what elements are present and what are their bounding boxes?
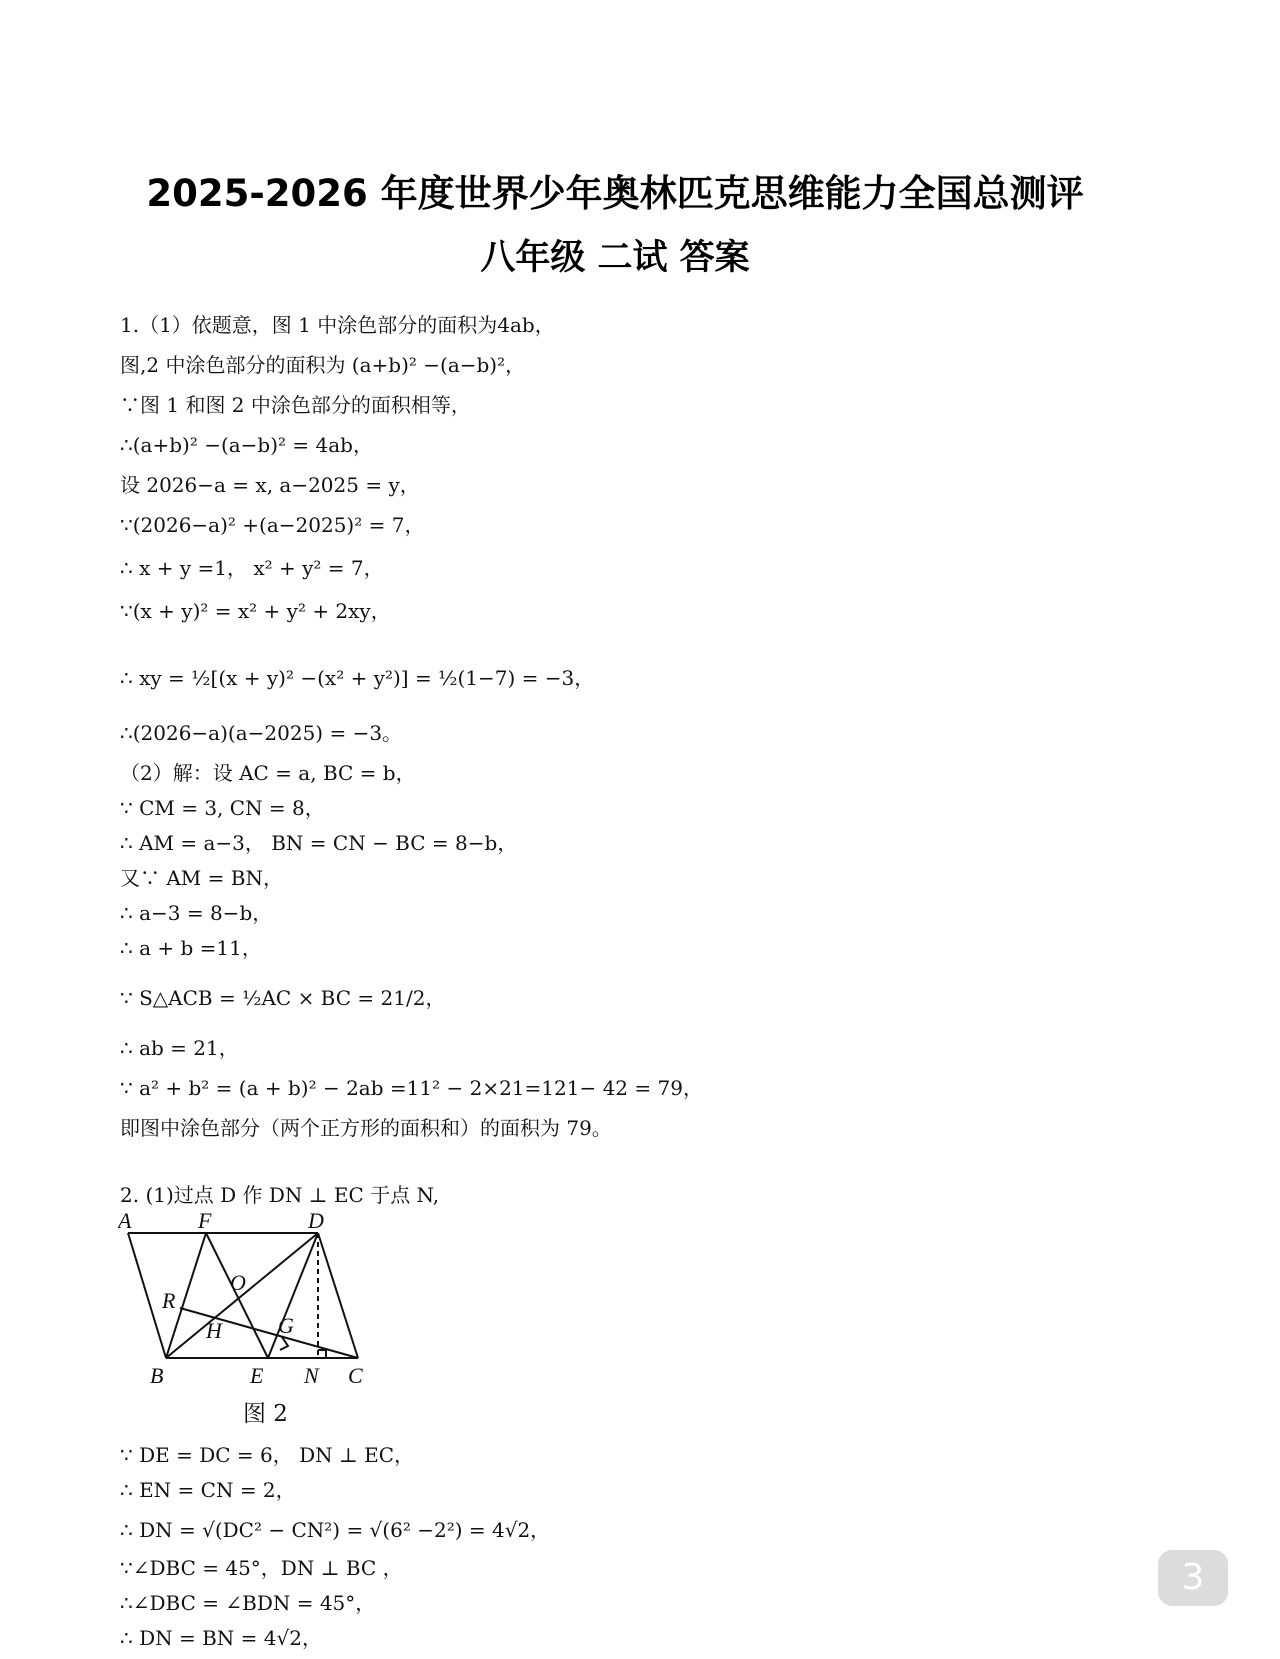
label-f: F — [198, 1208, 212, 1233]
p2-intro: 2. (1)过点 D 作 DN ⊥ EC 于点 N, — [120, 1183, 440, 1207]
page-number-badge: 3 — [1158, 1550, 1228, 1606]
p1-line-20: 即图中涂色部分（两个正方形的面积和）的面积为 79。 — [120, 1116, 612, 1140]
p2-line-1: ∵ DE = DC = 6， DN ⊥ EC， — [120, 1443, 415, 1467]
label-a: A — [118, 1208, 132, 1233]
segment-ba — [128, 1233, 166, 1358]
p1-line-10: ∴(2026−a)(a−2025) = −3。 — [120, 721, 403, 745]
label-r: R — [162, 1288, 176, 1313]
segment-dc — [318, 1233, 358, 1358]
p1-line-2: 图,2 中涂色部分的面积为 (a+b)² −(a−b)²， — [120, 353, 526, 377]
p2-line-2: ∴ EN = CN = 2， — [120, 1478, 296, 1502]
p1-line-12: ∵ CM = 3, CN = 8， — [120, 796, 325, 820]
p1-line-17: ∵ S△ACB = ½AC × BC = 21/2， — [120, 986, 446, 1010]
label-h: H — [206, 1318, 222, 1343]
label-d: D — [308, 1208, 324, 1233]
label-c: C — [348, 1363, 363, 1388]
document-subtitle: 八年级 二试 答案 — [480, 238, 750, 278]
p2-line-3: ∴ DN = √(DC² − CN²) = √(6² −2²) = 4√2， — [120, 1518, 551, 1542]
p1-line-6: ∵(2026−a)² +(a−2025)² = 7， — [120, 513, 425, 537]
p1-line-14: 又∵ AM = BN， — [120, 866, 283, 890]
p1-line-13: ∴ AM = a−3， BN = CN − BC = 8−b， — [120, 831, 518, 855]
p2-line-5: ∴∠DBC = ∠BDN = 45°， — [120, 1591, 376, 1615]
p1-line-16: ∴ a + b =11， — [120, 936, 262, 960]
p1-line-9: ∴ xy = ½[(x + y)² −(x² + y²)] = ½(1−7) = −3， — [120, 666, 595, 690]
p1-line-18: ∴ ab = 21， — [120, 1036, 239, 1060]
p1-line-15: ∴ a−3 = 8−b， — [120, 901, 273, 925]
p1-line-8: ∵(x + y)² = x² + y² + 2xy， — [120, 599, 391, 623]
p1-line-5: 设 2026−a = x, a−2025 = y， — [120, 473, 420, 497]
figure-caption: 图 2 — [243, 1401, 288, 1427]
label-n: N — [304, 1363, 319, 1388]
p2-line-6: ∴ DN = BN = 4√2， — [120, 1626, 322, 1650]
p1-line-7: ∴ x + y =1， x² + y² = 7， — [120, 556, 384, 580]
label-b: B — [150, 1363, 164, 1388]
p2-line-4: ∵∠DBC = 45°，DN ⊥ BC ， — [120, 1556, 403, 1580]
label-o: O — [230, 1270, 246, 1295]
p1-line-1: 1.（1）依题意，图 1 中涂色部分的面积为4ab， — [120, 313, 555, 337]
p1-line-4: ∴(a+b)² −(a−b)² = 4ab， — [120, 433, 373, 457]
document-title: 2025-2026 年度世界少年奥林匹克思维能力全国总测评 — [146, 172, 1084, 215]
p1-line-11: （2）解：设 AC = a, BC = b， — [120, 761, 416, 785]
segment-bd — [166, 1233, 318, 1358]
p1-line-19: ∵ a² + b² = (a + b)² − 2ab =11² − 2×21=121− 42 = 79， — [120, 1076, 703, 1100]
geometry-figure — [118, 1208, 378, 1398]
right-angle-mark-n — [318, 1350, 326, 1358]
label-g: G — [278, 1313, 294, 1338]
label-e: E — [250, 1363, 264, 1388]
p1-line-3: ∵图 1 和图 2 中涂色部分的面积相等， — [120, 393, 471, 417]
